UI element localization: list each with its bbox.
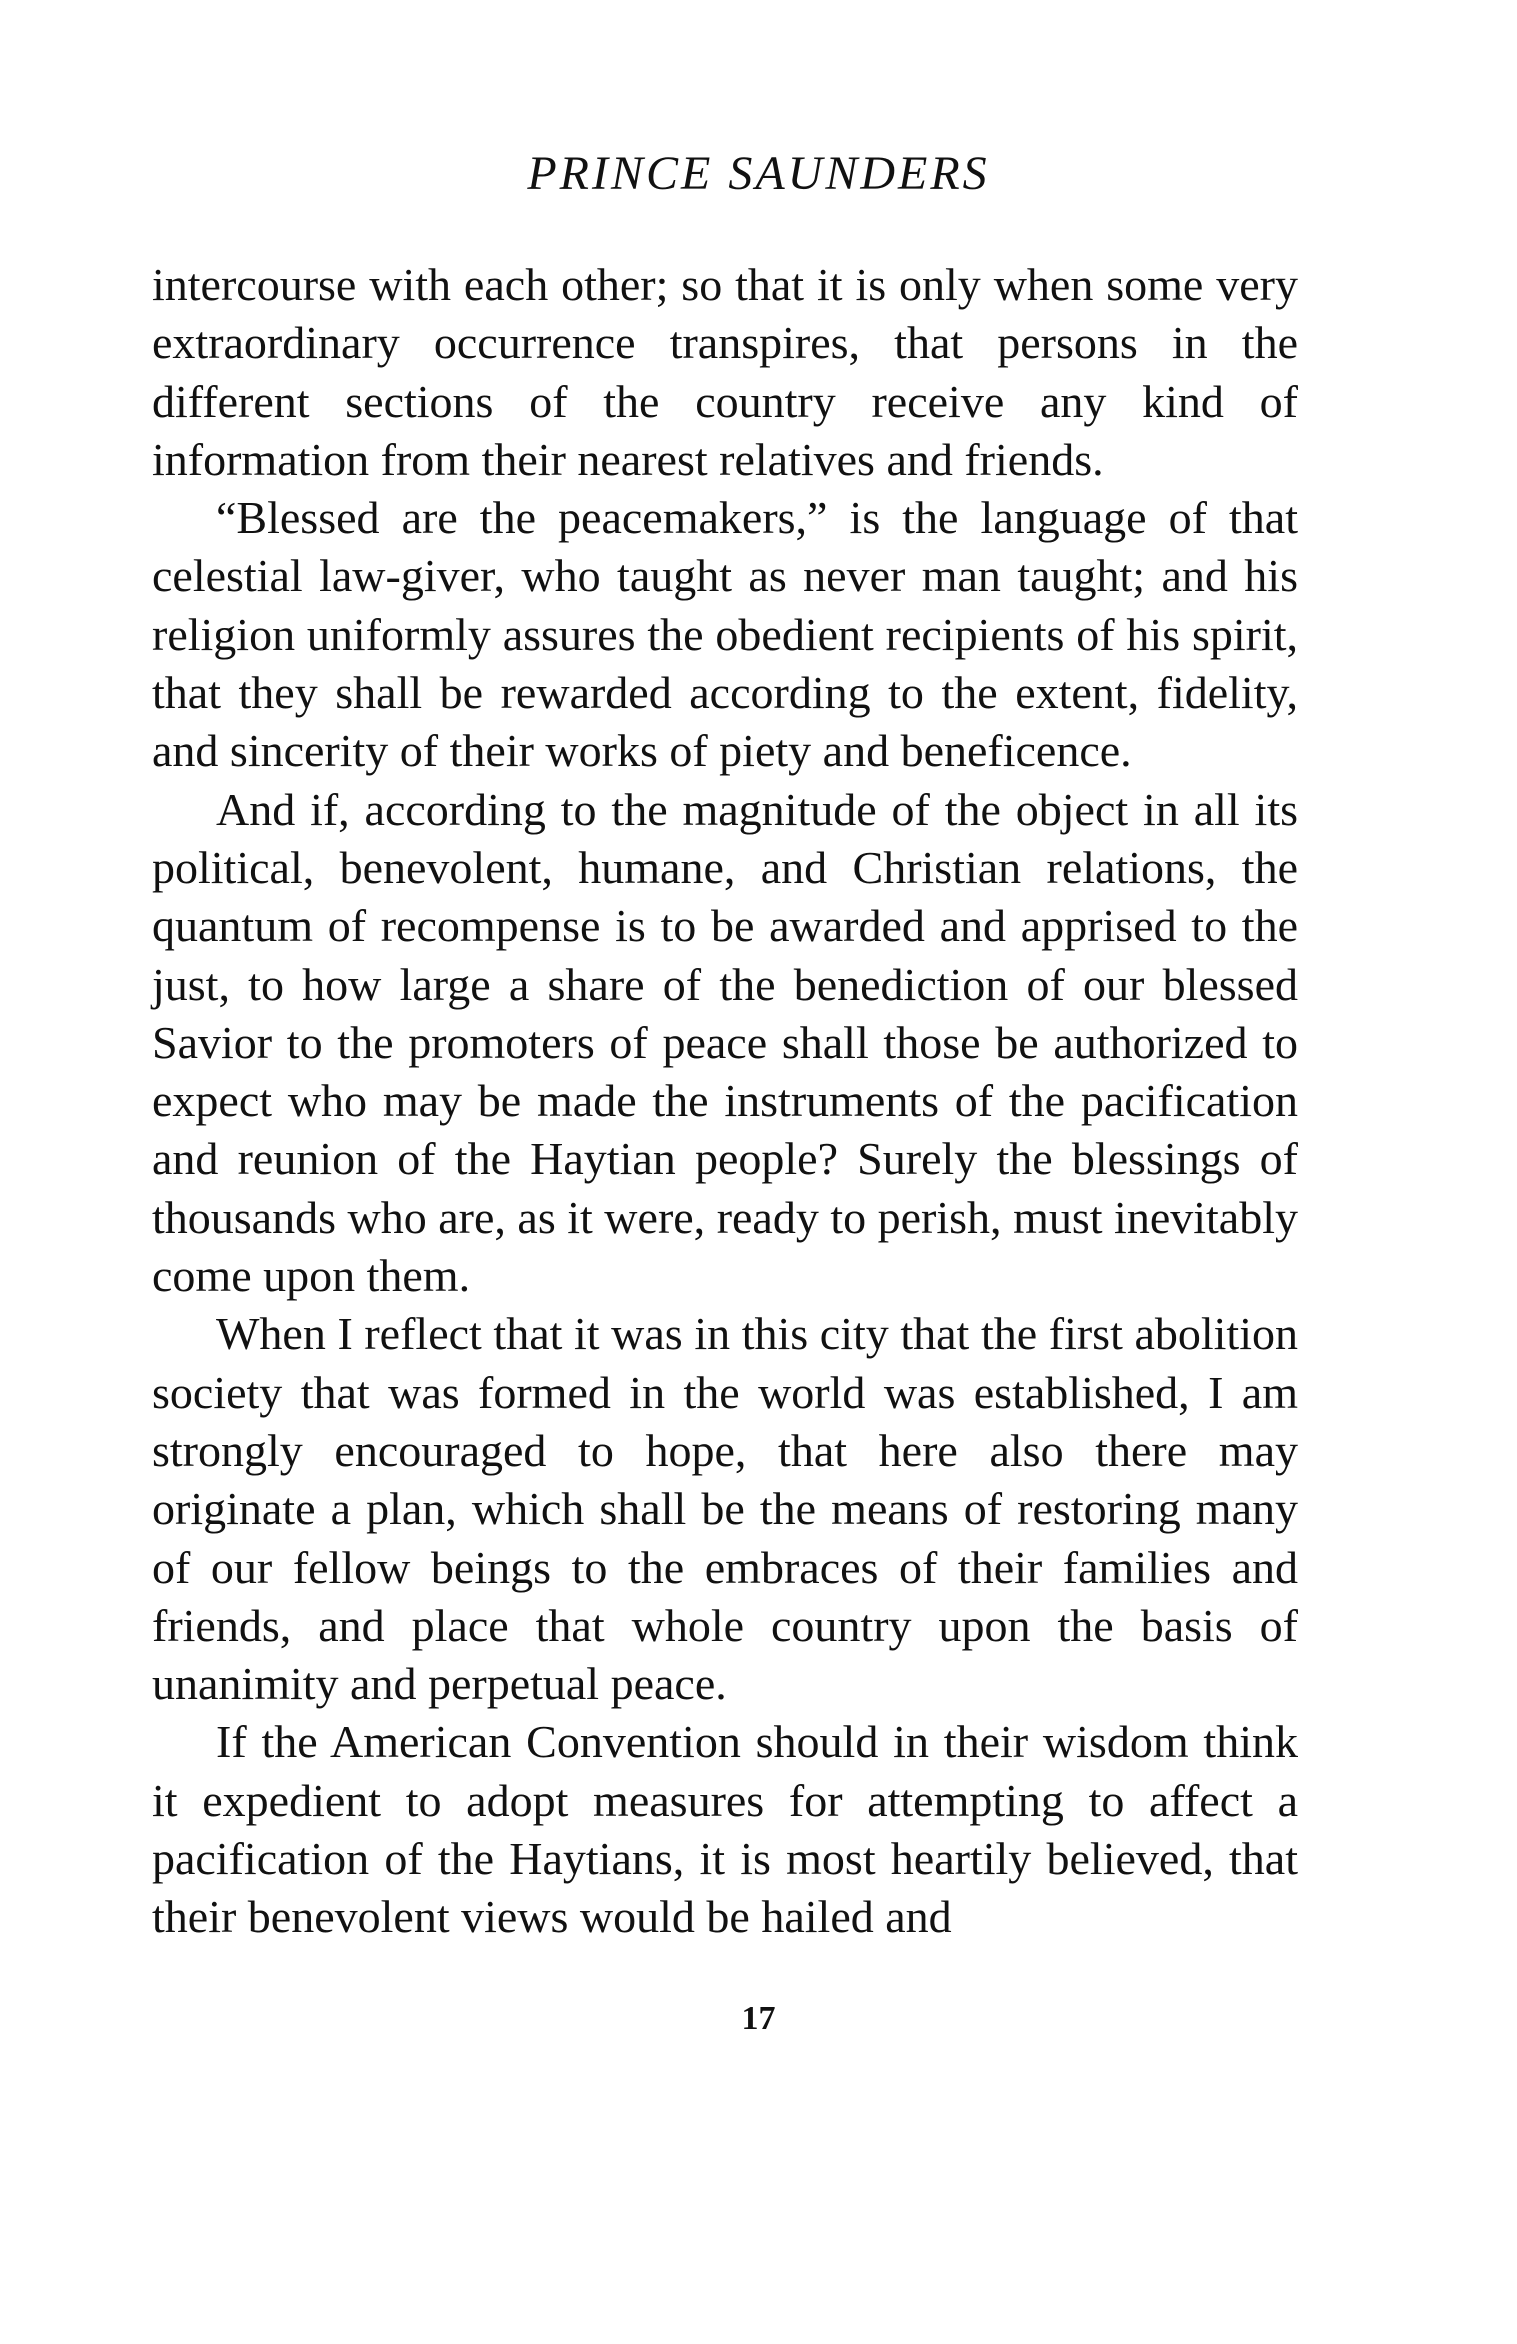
paragraph-1: intercourse with each other; so that it is only when some very extraordinary occurrence transpires, that persons in the different sections of the country receive any kind of information from their nearest relatives and friends. (152, 259, 1298, 485)
running-header: PRINCE SAUNDERS (527, 147, 990, 200)
paragraph-5: If the American Convention should in their wisdom think it expedient to adopt measures for attempting to affect a pacification of the Haytians, it is most heartily believed, that their benevolent views would be hailed and (152, 1716, 1298, 1943)
paragraph-4: When I reflect that it was in this city that the first abolition society that was formed in the world was established, I am strongly encouraged to hope, that here also there may originate a plan, which shall be the means of restoring many of our fellow beings to the embraces of their families and friends, and place that whole country upon the basis of unanimity and perpetual peace. (152, 1308, 1298, 1710)
paragraph-3: And if, according to the magnitude of the object in all its political, benevolent, humane, and Christian relations, the quantum of recompense is to be awarded and apprised to the just, to how large a share of the benediction of our blessed Savior to the promoters of peace shall those be authorized to expect who may be made the instruments of the pacification and reunion of the Haytian people? Surely the blessings of thousands who are, as it were, ready to perish, must inevitably come upon them. (152, 783, 1298, 1302)
paragraph-2: “Blessed are the peacemakers,” is the language of that celestial law-giver, who taught as never man taught; and his religion uniformly assures the obedient recipients of his spirit, that they shall be rewarded according to the extent, fidelity, and sincerity of their works of piety and beneficence. (152, 492, 1298, 777)
page-number: 17 (741, 2000, 776, 2037)
body-text (152, 256, 1298, 1947)
